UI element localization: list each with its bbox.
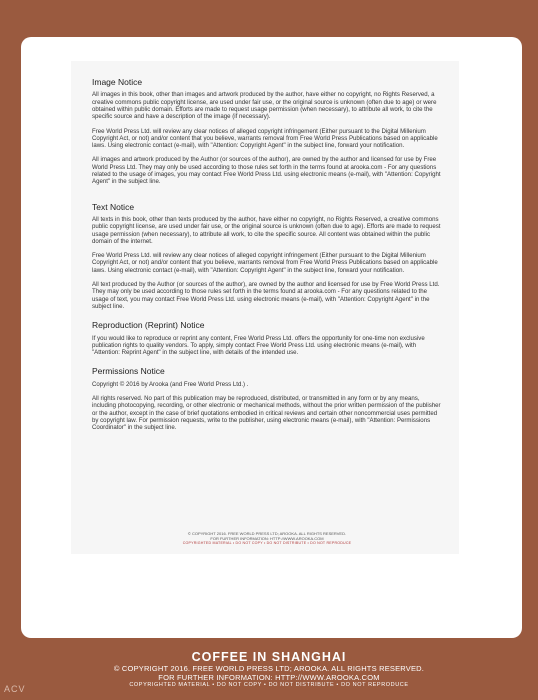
text-notice-section — [92, 203, 442, 311]
text-notice-paragraph: All texts in this book, other than texts produced by the author, have either no copyright, no Rights Reserved, a creative commons public copyright license, are used under fair use, or the original source is unknown (often due to age). Efforts are made to request usage permission (when necessary), to attribute all work, to cite the specific source. All content was obtained within the public domain of the internet. — [92, 215, 441, 245]
image-notice-paragraph: All images in this book, other than images and artwork produced by the author, have either no copyright, no Rights Reserved, a creative commons public copyright license, are used under fair use, or the original source is unknown (often due to age) or were obtained within public domain. Efforts are made to request usage permission (when necessary), to attribute all work, to cite the specific source and have a description of the image (if necessary). — [92, 91, 437, 121]
text-notice-paragraph: Free World Press Ltd. will review any clear notices of alleged copyright infringement (Either pursuant to the Digital Millenium Copyright Act, or not) and/or content that you believe, warrants removal from Free World Press Publications based on applicable laws. Using electronic contact (e-mail), with "Attention: Copyright Agent" in the subject line, forward your notification. — [92, 252, 438, 274]
reprint-notice-heading: Reproduction (Reprint) Notice — [92, 320, 205, 331]
image-notice-paragraph: All images and artwork produced by the Author (or sources of the author), are owned by the author and licensed for use by Free World Press Ltd. They may only be used according to those rules set forth in the terms found at arooka.com - For any questions related to the usage of images, you may contact Free World Press Ltd. using electronic means (e-mail), with "Attention: Copyright Agent" in the subject line. — [92, 156, 441, 186]
book-title: COFFEE IN SHANGHAI — [191, 650, 347, 664]
image-notice-section — [92, 78, 442, 186]
inner-warning-line: COPYRIGHTED MATERIAL • DO NOT COPY • DO NOT DISTRIBUTE • DO NOT REPRODUCE — [182, 541, 352, 545]
inner-copyright-block — [92, 531, 442, 546]
permissions-notice-section — [92, 367, 442, 431]
notice-content — [92, 78, 442, 439]
footer-copyright: © COPYRIGHT 2016. FREE WORLD PRESS LTD; AROOKA. ALL RIGHTS RESERVED. — [113, 664, 425, 673]
page-footer — [0, 650, 538, 689]
permissions-copyright-line: Copyright © 2016 by Arooka (and Free World Press Ltd.) . — [92, 380, 249, 388]
corner-watermark: ACV — [4, 684, 26, 694]
permissions-notice-paragraph: All rights reserved. No part of this publication may be reproduced, distributed, or transmitted in any form or by any means, including photocopying, recording, or other electronic or mechanical methods, without the prior written permission of the publisher or the author, except in the case of brief quotations embodied in critical reviews and certain other noncommercial uses permitted by copyright law. For permission requests, write to the publisher, using electronic means (e-mail), with "Attention: Permissions Coordinator" in the subject line. — [92, 395, 441, 432]
footer-info: FOR FURTHER INFORMATION: HTTP://WWW.AROOKA.COM — [158, 673, 380, 682]
inner-info-line: FOR FURTHER INFORMATION: HTTP://WWW.AROOKA.COM — [210, 536, 324, 541]
footer-warning: COPYRIGHTED MATERIAL • DO NOT COPY • DO NOT DISTRIBUTE • DO NOT REPRODUCE — [129, 682, 409, 688]
permissions-notice-heading: Permissions Notice — [92, 366, 165, 377]
inner-copyright-line: © COPYRIGHT 2016. FREE WORLD PRESS LTD; AROOKA. ALL RIGHTS RESERVED. — [187, 531, 347, 536]
reprint-notice-paragraph: If you would like to reproduce or reprint any content, Free World Press Ltd. offers the opportunity for one-time non exclusive publication rights to quality vendors. To apply, simply contact Free World Press Ltd. using electronic means (e-mail), with "Attention: Reprint Agent" in the subject line, with details of the intended use. — [92, 334, 425, 357]
image-notice-heading: Image Notice — [92, 77, 143, 87]
text-notice-paragraph: All text produced by the Author (or sources of the author), are owned by the author and licensed for use by Free World Press Ltd. They may only be used according to those rules set forth in the terms found at arooka.com - For any questions related to the usage of text, you may contact Free World Press Ltd. using electronic means (e-mail), with "Attention: Copyright Agent" in the subject line. — [92, 281, 440, 310]
reprint-notice-section — [92, 321, 442, 356]
text-notice-heading: Text Notice — [92, 201, 135, 212]
image-notice-paragraph: Free World Press Ltd. will review any clear notices of alleged copyright infringement (Either pursuant to the Digital Millenium Copyright Act, or not) and/or content that you believe, warrants removal from Free World Press Publications based on applicable laws. Using electronic contact (e-mail), with "Attention: Copyright Agent" in the subject line, forward your notification. — [92, 127, 438, 150]
